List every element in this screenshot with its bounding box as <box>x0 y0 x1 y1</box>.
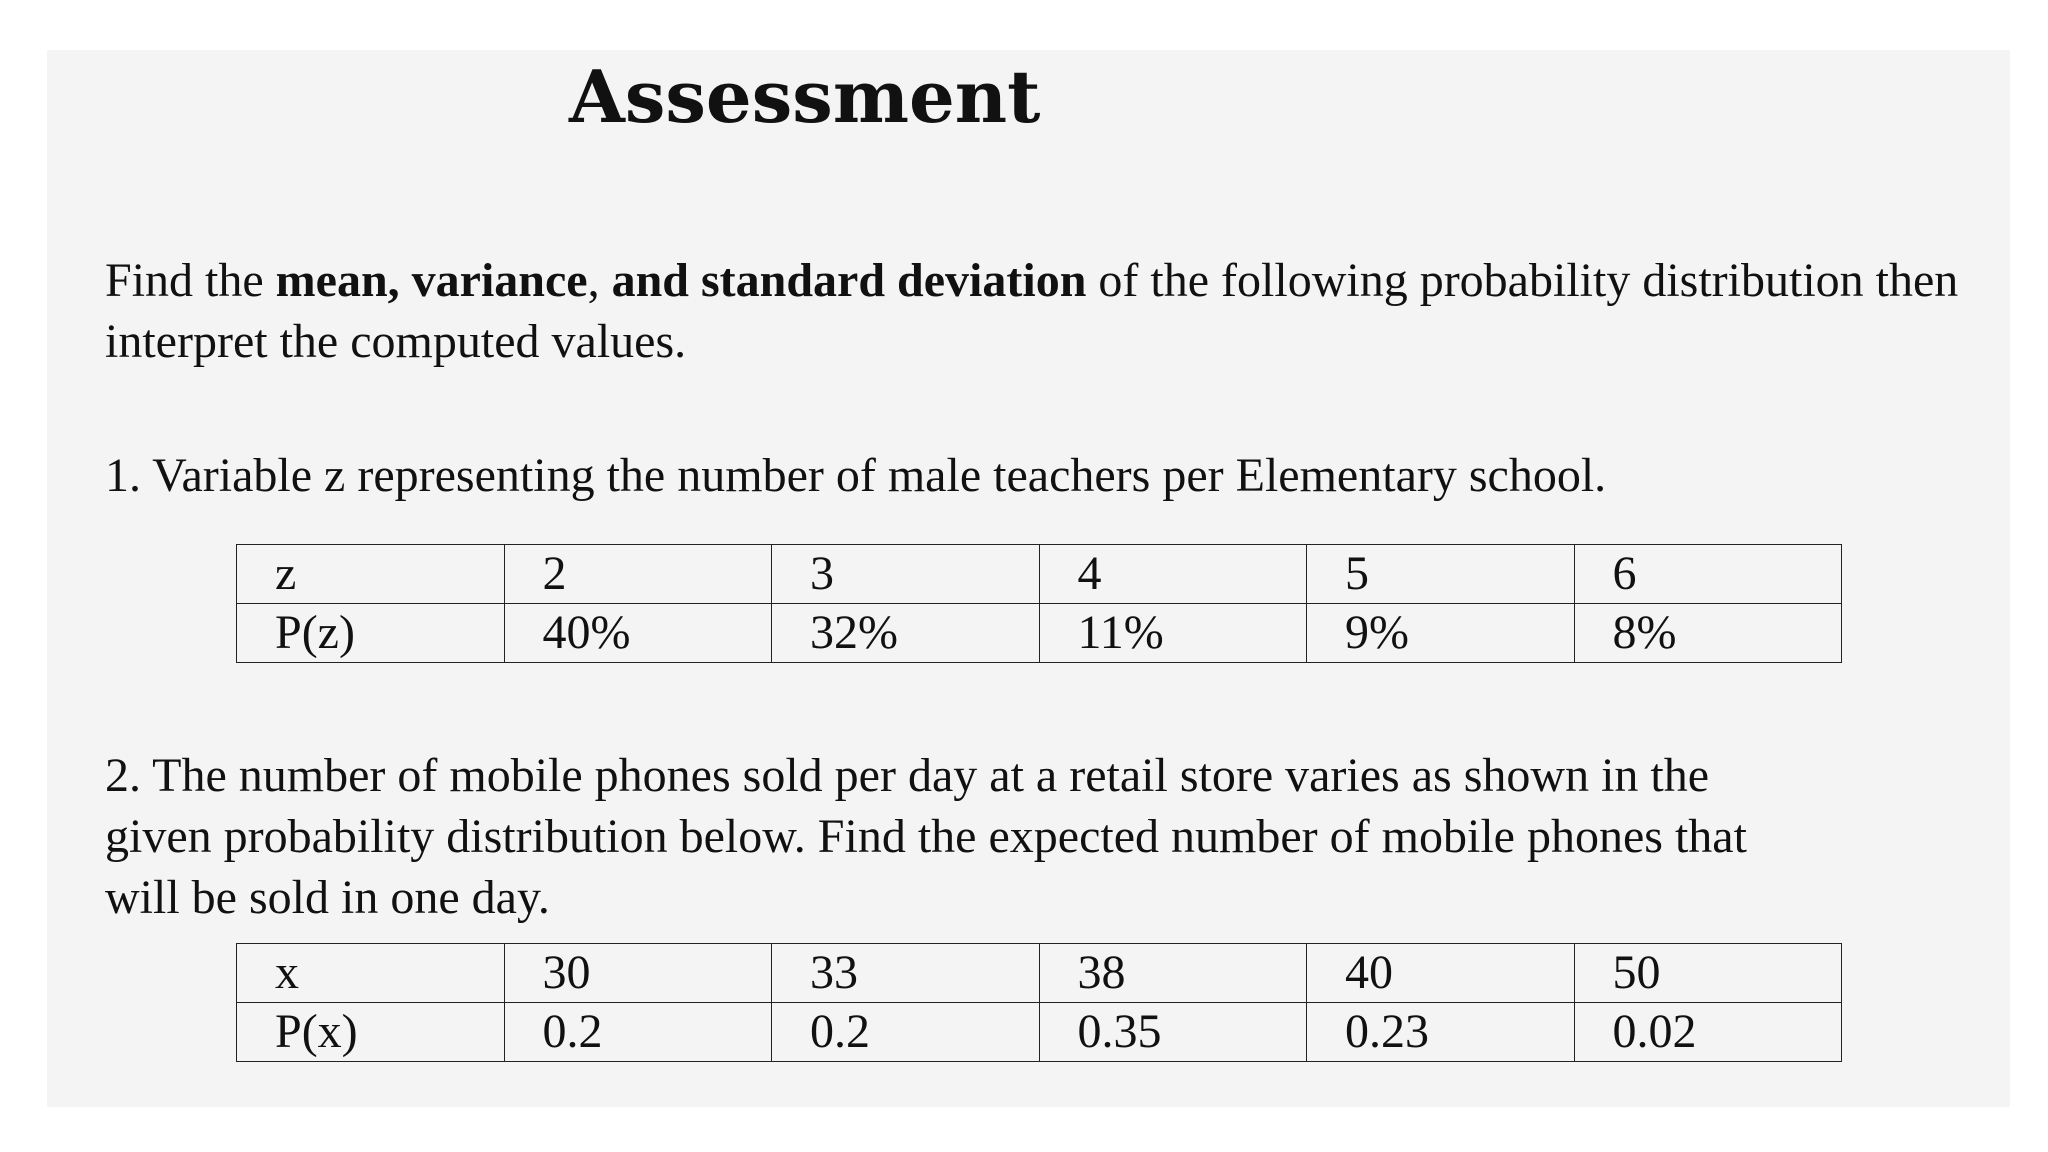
instructions-bold-2: and standard deviation <box>611 254 1087 307</box>
table-cell: 33 <box>772 944 1040 1003</box>
table-cell: 4 <box>1039 545 1307 604</box>
distribution-table-x <box>236 943 1842 1062</box>
table-cell: 0.2 <box>772 1003 1040 1062</box>
table-cell: 0.02 <box>1574 1003 1842 1062</box>
table-row <box>237 545 1842 604</box>
table-cell: 0.35 <box>1039 1003 1307 1062</box>
table-cell: 11% <box>1039 604 1307 663</box>
table-cell: 38 <box>1039 944 1307 1003</box>
table-cell: 6 <box>1574 545 1842 604</box>
table-cell: 50 <box>1574 944 1842 1003</box>
table-cell: 30 <box>504 944 772 1003</box>
table-cell: 2 <box>504 545 772 604</box>
slide <box>47 50 2010 1107</box>
instructions-part-1: Find the <box>105 254 276 307</box>
table-cell: 5 <box>1307 545 1575 604</box>
table-row-label: P(x) <box>237 1003 505 1062</box>
table-cell: 8% <box>1574 604 1842 663</box>
instructions-bold-1: mean, variance <box>275 254 588 307</box>
table-cell: 40% <box>504 604 772 663</box>
table-cell: 0.23 <box>1307 1003 1575 1062</box>
table-row <box>237 604 1842 663</box>
table-row <box>237 1003 1842 1062</box>
table-row-label: z <box>237 545 505 604</box>
table-cell: 32% <box>772 604 1040 663</box>
instructions-part-2: , <box>587 254 612 307</box>
table-cell: 40 <box>1307 944 1575 1003</box>
page-title: Assessment <box>569 54 1041 139</box>
table-row <box>237 944 1842 1003</box>
question-2-text: 2. The number of mobile phones sold per day at a retail store varies as shown in the given probability distribution below. Find the expected number of mobile phones that will be sold in one day. <box>105 749 1747 924</box>
instructions-part-3: of the following probability distribution then interpret the computed values. <box>105 254 1959 368</box>
table-cell: 3 <box>772 545 1040 604</box>
table-cell: 0.2 <box>504 1003 772 1062</box>
distribution-table-z <box>236 544 1842 663</box>
question-1-text: 1. Variable z representing the number of male teachers per Elementary school. <box>105 449 1607 502</box>
instructions-text <box>105 250 1985 372</box>
table-row-label: P(z) <box>237 604 505 663</box>
table-cell: 9% <box>1307 604 1575 663</box>
table-row-label: x <box>237 944 505 1003</box>
